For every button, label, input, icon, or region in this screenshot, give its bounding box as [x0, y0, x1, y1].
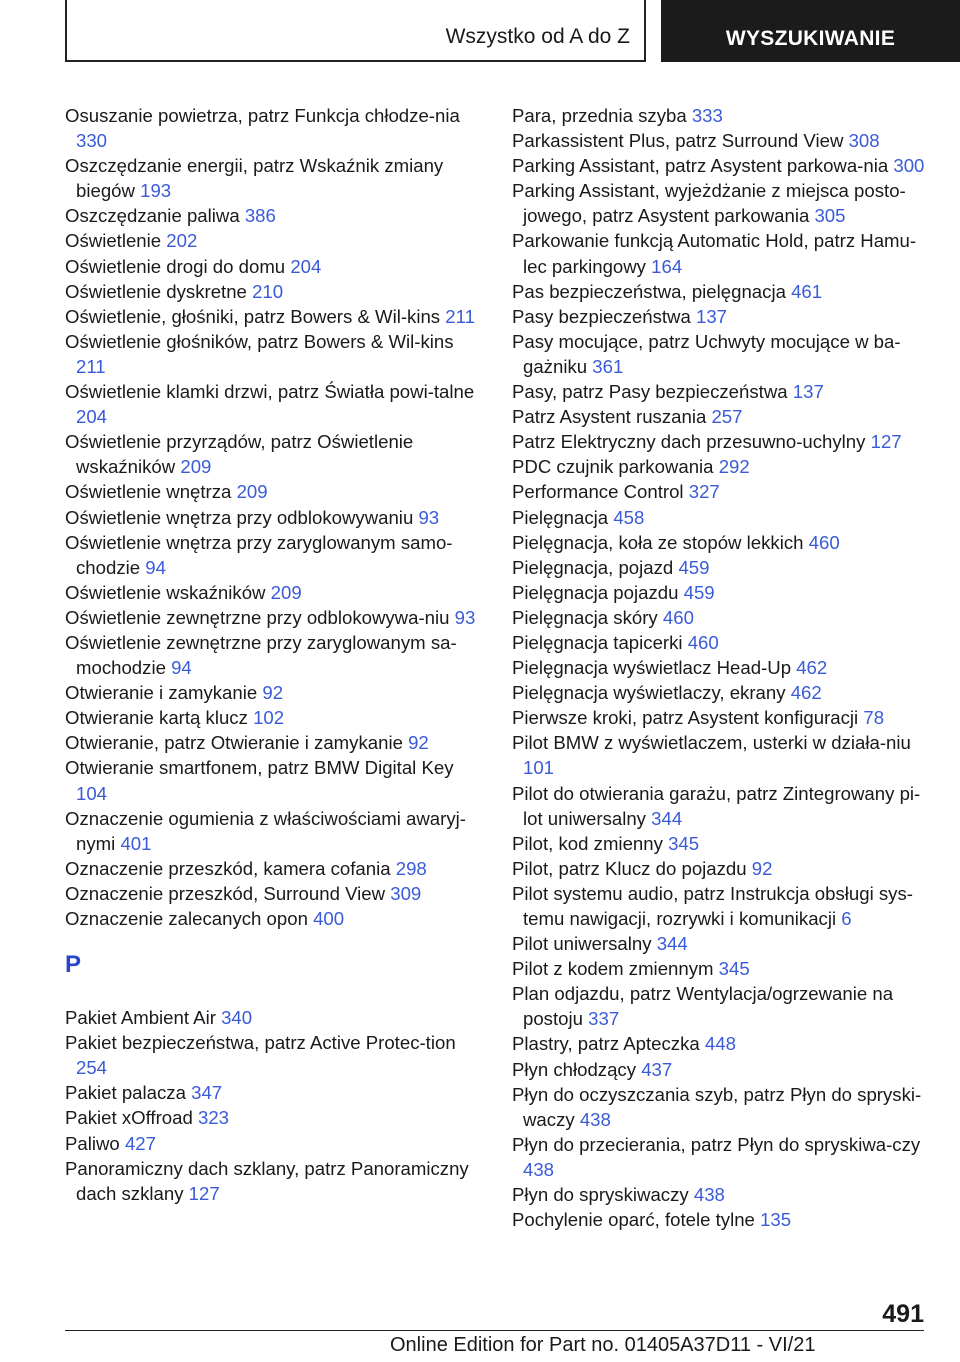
index-entry-text: Pasy, patrz Pasy bezpieczeństwa — [512, 381, 788, 403]
index-entry-text: Parking Assistant, wyjeżdżanie z miejsca posto‐jowego, patrz Asystent parkowania — [512, 180, 906, 227]
index-entry-text: Performance Control — [512, 481, 684, 503]
index-entry — [512, 705, 927, 730]
page-reference-link[interactable]: 344 — [651, 807, 683, 829]
index-column-right — [512, 103, 927, 1232]
index-entry-text: Osuszanie powietrza, patrz Funkcja chłodze‐nia — [65, 105, 460, 126]
index-entry-text: Oświetlenie zewnętrzne przy zaryglowanym sa‐mochodzie — [65, 631, 457, 679]
index-entry-text: Płyn chłodzący — [512, 1058, 637, 1080]
page-reference-link[interactable]: 298 — [395, 857, 427, 879]
index-entry — [65, 1156, 480, 1206]
index-entry — [65, 856, 480, 881]
page-reference-link[interactable]: 127 — [870, 431, 902, 453]
index-entry-text: Oświetlenie przyrządów, patrz Oświetlenie wskaźników — [65, 431, 414, 478]
index-entry — [65, 806, 480, 856]
page-reference-link[interactable]: 137 — [792, 381, 824, 403]
index-entry-text: Plan odjazdu, patrz Wentylacja/ogrzewanie na postoju — [512, 983, 894, 1030]
page-reference-link[interactable]: 458 — [613, 506, 645, 528]
index-entry — [512, 680, 927, 705]
index-entry-text: Oświetlenie wnętrza przy odblokowywaniu — [65, 506, 414, 528]
index-entry — [65, 730, 480, 755]
index-entry-text: Patrz Asystent ruszania — [512, 406, 707, 428]
index-entry-text: Pielęgnacja pojazdu — [512, 581, 679, 603]
index-entry — [65, 153, 480, 203]
page-reference-link[interactable]: 461 — [791, 280, 823, 302]
index-entry — [512, 1207, 927, 1232]
page-reference-link[interactable]: 210 — [252, 280, 284, 302]
index-entry — [512, 530, 927, 555]
index-entry-text: Parkassistent Plus, patrz Surround View — [512, 130, 844, 152]
index-entry — [65, 530, 480, 580]
index-entry-text: Płyn do oczyszczania szyb, patrz Płyn do spryski‐waczy — [512, 1083, 922, 1130]
page-reference-link[interactable]: 327 — [688, 481, 720, 503]
index-entry-text: Oznaczenie przeszkód, kamera cofania — [65, 857, 391, 879]
index-entry-text: Pasy bezpieczeństwa — [512, 305, 691, 327]
index-entry — [512, 178, 927, 228]
index-entry — [512, 379, 927, 404]
index-entry-text: Oszczędzanie energii, patrz Wskaźnik zmiany biegów — [65, 155, 444, 202]
page-reference-link[interactable]: 344 — [656, 933, 688, 955]
page-reference-link[interactable]: 330 — [76, 130, 108, 152]
page-reference-link[interactable]: 193 — [140, 180, 172, 202]
index-entry-text: Pilot z kodem zmiennym — [512, 958, 714, 980]
index-entry — [65, 630, 480, 680]
index-entry-text: Otwieranie i zamykanie — [65, 682, 258, 704]
index-entry — [65, 329, 480, 379]
index-entry — [65, 479, 480, 504]
index-entry-text: Oświetlenie głośników, patrz Bowers & Wil‐kins — [65, 330, 454, 352]
index-entry-text: Paliwo — [65, 1132, 120, 1154]
index-entry-text: Oświetlenie wskaźników — [65, 581, 266, 603]
index-entry — [65, 881, 480, 906]
index-entry — [512, 429, 927, 454]
section-title: Wszystko od A do Z — [445, 25, 630, 48]
page-reference-link[interactable]: 347 — [191, 1082, 223, 1104]
page-reference-link[interactable]: 254 — [76, 1057, 108, 1079]
page-reference-link[interactable]: 460 — [687, 631, 719, 653]
index-entry-text: Pakiet xOffroad — [65, 1107, 193, 1129]
index-entry-text: Otwieranie, patrz Otwieranie i zamykanie — [65, 732, 403, 754]
page-reference-link[interactable]: 460 — [808, 531, 840, 553]
index-entry — [512, 555, 927, 580]
index-entry-text: Pakiet palacza — [65, 1082, 186, 1104]
index-entry — [65, 605, 480, 630]
index-entry — [512, 580, 927, 605]
page-reference-link[interactable]: 92 — [751, 857, 773, 879]
index-entry — [512, 655, 927, 680]
index-entry-text: Plastry, patrz Apteczka — [512, 1033, 700, 1055]
index-entry-text: Oświetlenie, głośniki, patrz Bowers & Wil‐kins — [65, 305, 441, 327]
index-entry — [512, 1031, 927, 1056]
index-group-o — [65, 103, 480, 931]
index-entry-text: Panoramiczny dach szklany, patrz Panoramiczny dach szklany — [65, 1157, 469, 1204]
index-entry — [65, 304, 480, 329]
page-reference-link[interactable]: 135 — [760, 1209, 792, 1231]
page-reference-link[interactable]: 93 — [418, 506, 440, 528]
index-entry — [512, 103, 927, 128]
index-entry — [512, 881, 927, 931]
index-entry — [512, 1182, 927, 1207]
index-entry — [512, 404, 927, 429]
page-reference-link[interactable]: 104 — [76, 782, 108, 804]
index-entry — [65, 429, 480, 479]
page-reference-link[interactable]: 308 — [848, 130, 880, 152]
index-entry-text: Pilot systemu audio, patrz Instrukcja obsługi sys‐temu nawigacji, rozrywki i komunikacji — [512, 882, 913, 929]
index-entry-text: Oświetlenie drogi do domu — [65, 255, 286, 277]
search-tab[interactable] — [661, 0, 960, 62]
index-entry — [512, 605, 927, 630]
index-entry-text: Parkowanie funkcją Automatic Hold, patrz Hamu‐lec parkingowy — [512, 230, 917, 277]
page-reference-link[interactable]: 459 — [678, 556, 710, 578]
index-entry — [65, 103, 480, 153]
index-entry — [512, 831, 927, 856]
page-reference-link[interactable]: 438 — [579, 1108, 611, 1130]
page-reference-link[interactable]: 164 — [651, 255, 683, 277]
page-reference-link[interactable]: 209 — [270, 581, 302, 603]
page-reference-link[interactable]: 209 — [180, 456, 212, 478]
index-entry — [512, 1057, 927, 1082]
page-reference-link[interactable]: 6 — [841, 908, 852, 929]
index-entry-text: Para, przednia szyba — [512, 105, 687, 126]
page-reference-link[interactable]: 211 — [76, 355, 106, 377]
index-entry-text: Oświetlenie wnętrza — [65, 481, 232, 503]
index-entry — [512, 856, 927, 881]
index-entry-text: Pakiet bezpieczeństwa, patrz Active Protec‐tion — [65, 1032, 456, 1054]
page-reference-link[interactable]: 94 — [171, 657, 192, 679]
page-reference-link[interactable]: 204 — [76, 406, 108, 428]
index-entry-text: Pielęgnacja — [512, 506, 609, 528]
index-entry — [65, 755, 480, 805]
index-entry — [512, 630, 927, 655]
page-reference-link[interactable]: 345 — [718, 958, 750, 980]
page-reference-link[interactable]: 427 — [124, 1132, 156, 1154]
footer-divider — [65, 1330, 924, 1331]
index-entry — [512, 981, 927, 1031]
index-entry — [65, 1105, 480, 1130]
index-entry-text: Pielęgnacja tapicerki — [512, 631, 683, 653]
index-entry-text: Pielęgnacja wyświetlacz Head-Up — [512, 657, 792, 679]
index-entry-text: Pilot BMW z wyświetlaczem, usterki w działa‐niu — [512, 732, 911, 754]
index-entry — [65, 505, 480, 530]
index-entry — [65, 254, 480, 279]
page-reference-link[interactable]: 323 — [198, 1107, 230, 1129]
page-reference-link[interactable]: 300 — [893, 155, 925, 177]
page-reference-link[interactable]: 400 — [313, 908, 345, 929]
index-entry-text: Pierwsze kroki, patrz Asystent konfiguracji — [512, 707, 859, 729]
index-entry — [512, 454, 927, 479]
page-reference-link[interactable]: 345 — [668, 832, 700, 854]
index-entry — [512, 329, 927, 379]
index-entry-text: Pilot, kod zmienny — [512, 832, 663, 854]
index-entry — [65, 203, 480, 228]
index-entry — [65, 279, 480, 304]
page-reference-link[interactable]: 305 — [814, 205, 846, 227]
search-tab-label: WYSZUKIWANIE — [725, 27, 896, 50]
index-entry — [512, 228, 927, 278]
page-reference-link[interactable]: 78 — [863, 707, 885, 729]
page-reference-link[interactable]: 361 — [592, 355, 624, 377]
section-title-tab[interactable] — [65, 0, 646, 62]
index-entry-text: Pielęgnacja skóry — [512, 606, 658, 628]
edition-footer: Online Edition for Part no. 01405A37D11 - VI/21 — [390, 1334, 816, 1356]
index-entry — [512, 931, 927, 956]
page-reference-link[interactable]: 93 — [454, 606, 476, 628]
page-reference-link[interactable]: 92 — [408, 732, 429, 754]
page-reference-link[interactable]: 459 — [683, 581, 715, 603]
index-column-left — [65, 103, 480, 1206]
index-entry — [65, 1080, 480, 1105]
page-reference-link[interactable]: 438 — [523, 1158, 555, 1180]
index-entry-text: Oświetlenie dyskretne — [65, 280, 247, 302]
index-entry-text: Pochylenie oparć, fotele tylne — [512, 1209, 755, 1231]
index-entry-text: Oświetlenie zewnętrzne przy odblokowywa‐niu — [65, 606, 450, 628]
index-entry — [65, 1005, 480, 1030]
page-reference-link[interactable]: 202 — [166, 230, 198, 252]
index-entry — [512, 279, 927, 304]
page-reference-link[interactable]: 101 — [523, 757, 555, 779]
index-entry — [512, 128, 927, 153]
index-entry-text: Parking Assistant, patrz Asystent parkowa‐nia — [512, 155, 889, 177]
section-letter-p: P — [65, 951, 82, 979]
index-entry — [65, 228, 480, 253]
index-entry — [512, 1132, 927, 1182]
page-reference-link[interactable]: 401 — [120, 832, 152, 854]
page-reference-link[interactable]: 94 — [145, 556, 166, 578]
index-entry — [512, 479, 927, 504]
index-entry-text: Pilot do otwierania garażu, patrz Zintegrowany pi‐lot uniwersalny — [512, 782, 921, 829]
index-group-p-continued — [512, 103, 927, 1232]
index-entry-text: Oznaczenie ogumienia z właściwościami awaryj‐nymi — [65, 807, 466, 854]
page-reference-link[interactable]: 460 — [662, 606, 694, 628]
index-entry — [512, 304, 927, 329]
index-entry — [512, 505, 927, 530]
index-entry-text: Oznaczenie zalecanych opon — [65, 908, 308, 929]
index-entry-text: Pielęgnacja, pojazd — [512, 556, 674, 578]
page-reference-link[interactable]: 438 — [693, 1184, 725, 1206]
index-entry — [65, 680, 480, 705]
page-reference-link[interactable]: 333 — [691, 105, 723, 126]
page-reference-link[interactable]: 462 — [790, 682, 822, 704]
index-entry-text: Oświetlenie klamki drzwi, patrz Światła powi‐talne — [65, 381, 475, 403]
page-reference-link[interactable]: 340 — [221, 1007, 253, 1029]
index-entry-text: Pilot, patrz Klucz do pojazdu — [512, 857, 747, 879]
index-group-p — [65, 1005, 480, 1206]
index-entry-text: Oświetlenie — [65, 230, 162, 252]
index-entry-text: Płyn do spryskiwaczy — [512, 1184, 689, 1206]
index-entry-text: PDC czujnik parkowania — [512, 456, 714, 478]
page-reference-link[interactable]: 257 — [711, 406, 743, 428]
index-entry-text: Oszczędzanie paliwa — [65, 205, 240, 227]
index-entry-text: Pielęgnacja wyświetlaczy, ekrany — [512, 682, 786, 704]
page-reference-link[interactable]: 386 — [244, 205, 276, 227]
index-entry — [65, 379, 480, 429]
index-entry-text: Pilot uniwersalny — [512, 933, 652, 955]
index-entry — [512, 956, 927, 981]
index-entry-text: Otwieranie smartfonem, patrz BMW Digital Key — [65, 757, 454, 779]
index-entry — [65, 580, 480, 605]
index-entry — [512, 730, 927, 780]
index-entry-text: Płyn do przecierania, patrz Płyn do spryskiwa‐czy — [512, 1133, 921, 1155]
index-entry-text: Patrz Elektryczny dach przesuwno-uchylny — [512, 431, 866, 453]
page-reference-link[interactable]: 292 — [718, 456, 750, 478]
index-entry-text: Oznaczenie przeszkód, Surround View — [65, 882, 386, 904]
index-entry — [65, 1131, 480, 1156]
index-entry — [65, 705, 480, 730]
index-entry-text: Pasy mocujące, patrz Uchwyty mocujące w ba‐gażniku — [512, 330, 901, 377]
page-reference-link[interactable]: 211 — [445, 305, 475, 327]
index-entry-text: Otwieranie kartą klucz — [65, 707, 248, 729]
index-entry — [65, 1030, 480, 1080]
index-entry-text: Oświetlenie wnętrza przy zaryglowanym samo‐chodzie — [65, 531, 453, 578]
page-reference-link[interactable]: 437 — [641, 1058, 673, 1080]
page-reference-link[interactable]: 92 — [262, 682, 284, 704]
page-reference-link[interactable]: 309 — [390, 882, 422, 904]
index-entry-text: Pas bezpieczeństwa, pielęgnacja — [512, 280, 786, 302]
index-entry — [512, 1082, 927, 1132]
index-entry — [512, 153, 927, 178]
page-reference-link[interactable]: 462 — [796, 657, 828, 679]
page-number: 491 — [882, 1300, 924, 1328]
index-entry — [512, 781, 927, 831]
page-reference-link[interactable]: 127 — [188, 1182, 220, 1204]
index-entry-text: Pielęgnacja, koła ze stopów lekkich — [512, 531, 804, 553]
page-reference-link[interactable]: 137 — [695, 305, 728, 327]
index-entry-text: Pakiet Ambient Air — [65, 1007, 216, 1029]
index-entry — [65, 906, 480, 931]
page-reference-link[interactable]: 204 — [290, 255, 322, 277]
page-reference-link[interactable]: 102 — [253, 707, 285, 729]
page-reference-link[interactable]: 448 — [704, 1033, 736, 1055]
page-reference-link[interactable]: 337 — [588, 1008, 620, 1030]
page-reference-link[interactable]: 209 — [236, 481, 268, 503]
